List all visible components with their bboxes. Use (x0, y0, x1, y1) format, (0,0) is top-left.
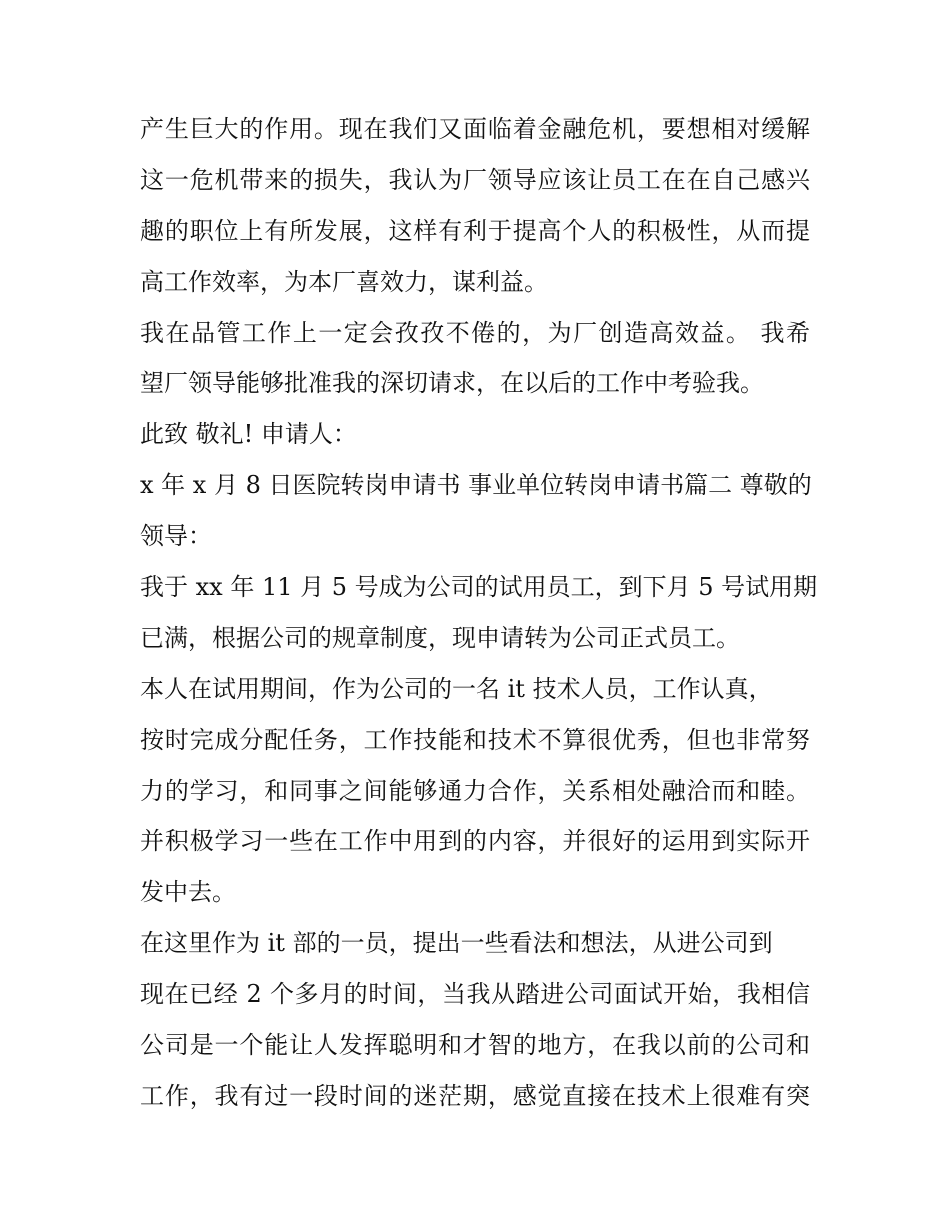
text-line: x 年 x 月 8 日医院转岗申请书 事业单位转岗申请书篇二 尊敬的 (140, 471, 812, 500)
text-line: 发中去。 (140, 878, 236, 907)
text-line: 按时完成分配任务，工作技能和技术不算很优秀，但也非常努 (140, 725, 810, 754)
text-line: 趣的职位上有所发展，这样有利于提高个人的积极性，从而提 (140, 216, 810, 245)
text-line: 我于 xx 年 11 月 5 号成为公司的试用员工，到下月 5 号试用期 (140, 573, 818, 602)
text-line: 并积极学习一些在工作中用到的内容，并很好的运用到实际开 (140, 827, 810, 856)
text-line: 我在品管工作上一定会孜孜不倦的，为厂创造高效益。 我希 (140, 318, 810, 347)
text-line: 公司是一个能让人发挥聪明和才智的地方，在我以前的公司和 (140, 1031, 810, 1060)
text-line: 领导： (140, 522, 212, 551)
text-line: 现在已经 2 个多月的时间，当我从踏进公司面试开始，我相信 (140, 980, 810, 1009)
text-line: 力的学习，和同事之间能够通力合作，关系相处融洽而和睦。 (140, 776, 810, 805)
text-line: 已满，根据公司的规章制度，现申请转为公司正式员工。 (140, 623, 740, 652)
text-line: 望厂领导能够批准我的深切请求，在以后的工作中考验我。 (140, 369, 764, 398)
document-body (140, 104, 818, 1122)
text-line: 工作，我有过一段时间的迷茫期，感觉直接在技术上很难有突 (140, 1081, 810, 1110)
text-line: 本人在试用期间，作为公司的一名 it 技术人员，工作认真， (140, 674, 773, 703)
text-line: 此致 敬礼! 申请人： (140, 420, 357, 449)
text-line: 在这里作为 it 部的一员，提出一些看法和想法，从进公司到 (140, 929, 773, 958)
text-line: 高工作效率，为本厂喜效力，谋利益。 (140, 267, 548, 296)
text-line: 这一危机带来的损失，我认为厂领导应该让员工在在自己感兴 (140, 165, 810, 194)
text-line: 产生巨大的作用。现在我们又面临着金融危机，要想相对缓解 (140, 115, 810, 143)
